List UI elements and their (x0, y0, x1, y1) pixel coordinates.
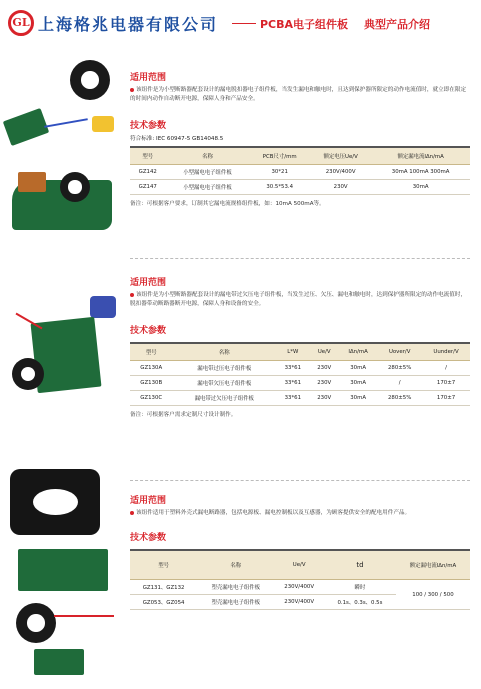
col-header: PCB尺寸/mm (249, 147, 310, 165)
table-row (130, 376, 470, 391)
coil-image (70, 60, 110, 100)
table-cell: 0.1s、0.3s、0.5s (324, 595, 396, 610)
spec-table-2 (130, 342, 470, 406)
table-cell: GZ147 (130, 180, 165, 195)
col-header: 型号 (130, 147, 165, 165)
table-cell: GZ130A (130, 361, 172, 376)
bullet-icon (130, 511, 134, 515)
application-title: 适用范围 (130, 73, 167, 83)
table-cell: GZ130B (130, 376, 172, 391)
header-title: PCBA电子组件板 (260, 18, 349, 31)
application-text (130, 509, 470, 518)
wire-image (16, 313, 43, 330)
note-text: 备注：可根据客户要求，订制其它漏电流规格组件板，如：10mA 500mA等。 (130, 201, 325, 207)
table-header-row (130, 147, 470, 165)
table-cell: 30mA (339, 391, 377, 406)
application-title: 适用范围 (130, 278, 167, 288)
pcb-image (18, 549, 108, 591)
table-cell: 230V (310, 376, 339, 391)
col-header: Uover/V (377, 343, 422, 361)
table-cell: GZ131、GZ132 (130, 580, 197, 595)
table-cell: 30mA (339, 376, 377, 391)
section-2 (130, 275, 470, 418)
pcb-small-image (34, 649, 84, 675)
blue-coil-image (90, 296, 116, 318)
col-header: 名称 (197, 550, 274, 580)
col-header: 型号 (130, 550, 197, 580)
note-text: 备注：可根据客户需求定制尺寸设计制作。 (130, 412, 237, 418)
application-title: 适用范围 (130, 496, 167, 506)
wire-image (54, 615, 114, 617)
table-cell: 230V/400V (310, 165, 371, 180)
application-text (130, 86, 470, 104)
wire-image (44, 118, 88, 128)
standard-text: 符合标准: IEC 60947-5 GB14048.5 (130, 136, 224, 142)
table-header-row (130, 550, 470, 580)
section-3 (130, 493, 470, 610)
table-cell: 30*21 (249, 165, 310, 180)
table-cell: 塑壳漏电电子组件板 (197, 580, 274, 595)
bullet-icon (130, 88, 134, 92)
table-row (130, 580, 470, 595)
table-cell: GZ142 (130, 165, 165, 180)
table-cell: 230V (310, 361, 339, 376)
col-header: 名称 (172, 343, 276, 361)
pcb-image (3, 108, 49, 146)
spec-table-3 (130, 549, 470, 610)
tech-title: 技术参数 (130, 533, 167, 543)
table-cell: 230V (310, 180, 371, 195)
table-cell: 170±7 (422, 376, 470, 391)
logo-text: GL (12, 16, 30, 29)
coil-image-2 (60, 172, 90, 202)
table-row (130, 180, 470, 195)
header-divider (232, 23, 256, 24)
table-row (130, 165, 470, 180)
table-cell: 30.5*53.4 (249, 180, 310, 195)
table-header-row (130, 343, 470, 361)
table-cell: 280±5% (377, 391, 422, 406)
table-cell: 瞬时 (324, 580, 396, 595)
section-1 (130, 70, 470, 207)
application-desc: 该组件是为小型断路器配套设计的漏电带过欠压电子组件板，当发生过压、欠压、漏电和触电时，达到保护器所限定的动作电流值时，脱扣器带动断路器断开电源，保障人身和设备的安全。 (130, 292, 467, 307)
coil-image (12, 358, 44, 390)
tech-title: 技术参数 (130, 121, 167, 131)
table-cell: / (422, 361, 470, 376)
col-header: Ue/V (310, 343, 339, 361)
bullet-icon (130, 293, 134, 297)
company-name: 上海格兆电器有限公司 (38, 15, 219, 34)
col-header: 名称 (165, 147, 249, 165)
table-cell: 33*61 (276, 376, 309, 391)
table-cell: 小型漏电电子组件板 (165, 165, 249, 180)
coil-image (16, 603, 56, 643)
table-cell: 33*61 (276, 361, 309, 376)
product-photo-2 (4, 290, 124, 410)
col-header: Ue/V (274, 550, 324, 580)
product-photo-1 (4, 60, 124, 240)
table-row (130, 361, 470, 376)
col-header: Uunder/V (422, 343, 470, 361)
table-cell: 30mA 100mA 300mA (371, 165, 470, 180)
table-cell: 30mA (371, 180, 470, 195)
company-logo (8, 10, 34, 36)
table-cell-merged: 100 / 300 / 500 (396, 580, 470, 610)
table-cell: / (377, 376, 422, 391)
table-cell: 280±5% (377, 361, 422, 376)
spec-table-1 (130, 146, 470, 195)
section-divider (130, 258, 470, 259)
table-cell: 漏电带过压电子组件板 (172, 361, 276, 376)
table-cell: 230V/400V (274, 580, 324, 595)
solenoid-image (18, 172, 46, 192)
table-cell: 塑壳漏电电子组件板 (197, 595, 274, 610)
transformer-image (10, 469, 100, 535)
application-desc: 该组件适用于塑料外壳式漏电断路器，包括电源板、漏电控制板以及互感器，为顾客提供安全的配电用件产品。 (136, 510, 411, 516)
table-cell: GZ053、GZ054 (130, 595, 197, 610)
col-header: L*W (276, 343, 309, 361)
col-header: 额定漏电流IΔn/mA (371, 147, 470, 165)
table-cell: 小型漏电电子组件板 (165, 180, 249, 195)
product-photo-3 (4, 445, 124, 685)
table-cell: 230V (310, 391, 339, 406)
table-cell: 漏电带过欠压电子组件板 (172, 391, 276, 406)
page-header (0, 0, 481, 48)
tech-title: 技术参数 (130, 326, 167, 336)
header-subtitle: 典型产品介绍 (364, 18, 430, 31)
application-desc: 该组件是为小型断路器配套设计的漏电脱扣器电子组件板，当发生漏电和触电时，且达到保护器所限定的动作电流值时，就立即在限定的时间内动作自动断开电源，保障人身和产品安全。 (130, 87, 467, 102)
table-row (130, 391, 470, 406)
capacitor-image (92, 116, 114, 132)
table-cell: GZ130C (130, 391, 172, 406)
col-header: 额定电压Ue/V (310, 147, 371, 165)
col-header: 型号 (130, 343, 172, 361)
table-cell: 30mA (339, 361, 377, 376)
col-header: IΔn/mA (339, 343, 377, 361)
table-cell: 230V/400V (274, 595, 324, 610)
col-header: td (324, 550, 396, 580)
table-cell: 33*61 (276, 391, 309, 406)
section-divider (130, 480, 470, 481)
table-cell: 漏电带欠压电子组件板 (172, 376, 276, 391)
col-header: 额定漏电流IΔn/mA (396, 550, 470, 580)
application-text (130, 291, 470, 309)
table-cell: 170±7 (422, 391, 470, 406)
